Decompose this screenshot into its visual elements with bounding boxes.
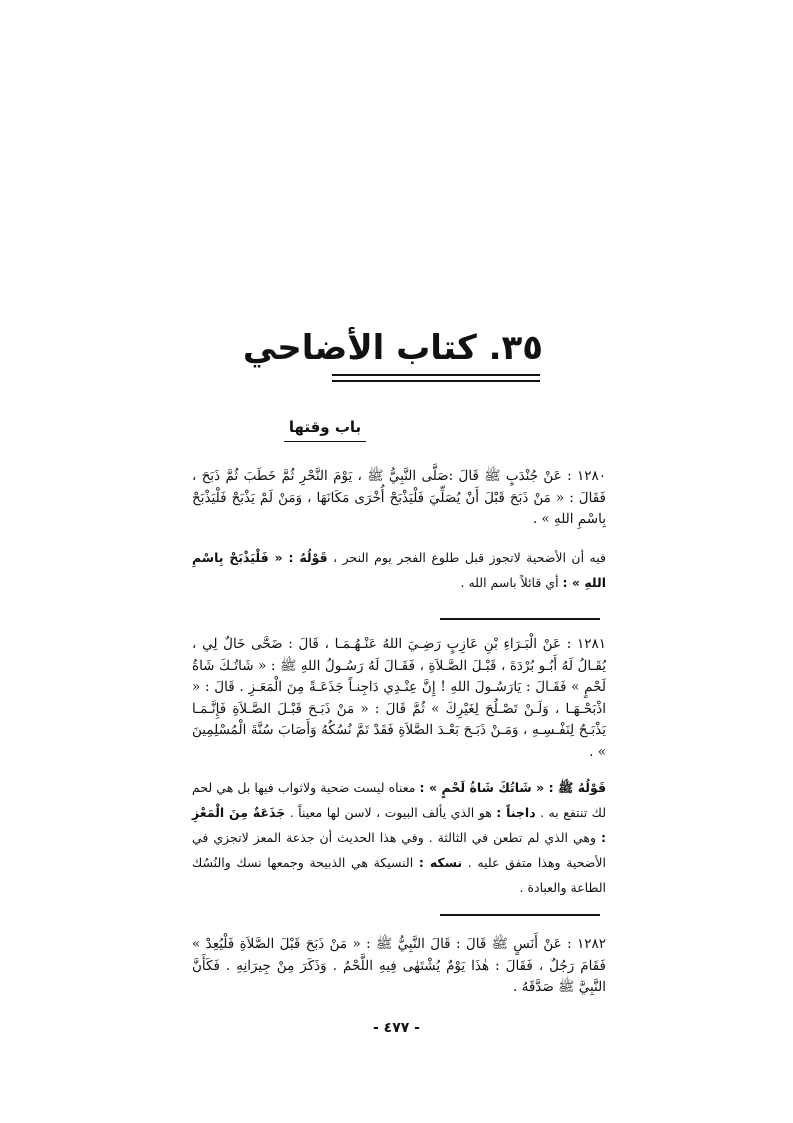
commentary-1281 <box>192 775 606 900</box>
section-underline <box>284 441 366 442</box>
commentary-bold-phrase: قَوْلُهُ ﷺ : « شَاتُكَ شَاةُ لَحْمٍ » : <box>419 780 607 795</box>
commentary-text: النسيكة هي الذبيحة وجمعها نسك والنُسُك الطاعة والعبادة . <box>192 855 606 895</box>
title-underline-bottom <box>332 380 540 382</box>
commentary-bold-phrase: جَذَعَةٌ مِنَ الْمَعْزِ : <box>192 805 606 845</box>
commentary-text: معناه ليست ضحية ولاثواب فيها بل هي لحم لك تنتفع به . <box>192 780 607 820</box>
commentary-bold-phrase: قَوْلُهُ : « فَلْيَذْبَحْ بِاسْمِ اللهِ » : <box>192 550 606 590</box>
hadith-1280: ١٢٨٠ : عَنْ جُنْدَبٍ ﷺ قَالَ :صَلَّى النَّبِيُّ ﷺ ، يَوْمَ النَّحْرِ ثُمَّ خَطَبَ ثُمَّ ذَبَحَ ، فَقَالَ : « مَنْ ذَبَحَ قَبْلَ أَنْ يُصَلِّيَ فَلْيَذْبَحْ أُخْرَى مَكَانَهَا ، وَمَنْ لَمْ يَذْبَحْ فَلْيَذْبَحْ بِاسْمِ اللهِ » . <box>192 468 606 527</box>
section-title: باب وقتها <box>288 418 362 436</box>
hadith-1281: ١٢٨١ : عَنْ الْبَـرَاءِ بْنِ عَازِبٍ رَضِـيَ اللهُ عَنْـهُـمَـا ، قَالَ : ضَحَّى خَالٌ لِي ، يُقَـالُ لَهُ أَبُـو بُرْدَةَ ، قَبْـلَ الصَّـلاَةِ ، فَقَـالَ لَهُ رَسُـولُ اللهِ ﷺ : « شَاتُـكَ شَاةُ لَحْمٍ » فَقَـالَ : يَارَسُـولَ اللهِ ! إِنَّ عِنْـدِي دَاجِنـاً جَذَعَـةً مِنَ الْمَعَـزِ . قَالَ : « اذْبَحْـهَـا ، وَلَـنْ تَصْـلُحَ لِغَيْرِكَ » ثُمَّ قَالَ : « مَنْ ذَبَـحَ قَبْـلَ الصَّـلاَةِ فَإِنَّـمَـا يَذْبَـحُ لِنَفْـسِـهِ ، وَمَـنْ ذَبَـحَ بَعْـدَ الصَّلاَةِ فَقَدْ تَمَّ نُسُكُهُ وَأَصَابَ سُنَّةَ الْمُسْلِمِينَ » . <box>192 636 606 760</box>
page-number: - ٤٧٧ - <box>372 1020 420 1036</box>
commentary-text: فيه أن الأضحية لاتجوز قبل طلوع الفجر يوم النحر ، <box>327 550 607 565</box>
commentary-bold-phrase: داجناً : <box>496 805 536 820</box>
commentary-1280 <box>192 545 606 595</box>
separator-rule <box>440 914 600 916</box>
commentary-text: هو الذي يألف البيوت ، لاسن لها معيناً . <box>285 805 497 820</box>
chapter-title: ٣٥. كتاب الأضاحي <box>242 328 543 368</box>
separator-rule <box>440 618 600 620</box>
commentary-bold-phrase: نسكه : <box>418 855 463 870</box>
commentary-text: وهي الذي لم تطعن في الثالثة . وفي هذا الحديث أن جذعة المعز لاتجزي في الأضحية وهذا متفق عليه . <box>192 830 606 870</box>
hadith-1282: ١٢٨٢ : عَنْ أَنَسٍ ﷺ قَالَ : قَالَ النَّبِيُّ ﷺ : « مَنْ ذَبَحَ قَبْلَ الصَّلاَةِ فَلْيُعِدْ » فَقَامَ رَجُلٌ ، فَقَالَ : هٰذَا يَوْمٌ يُشْتَهٰى فِيهِ اللَّحْمُ . وَذَكَرَ مِنْ جِيرَانِهِ . فَكَأَنَّ النَّبِيَّ ﷺ صَدَّقَهُ . <box>192 936 606 995</box>
commentary-text: أي قائلاً باسم الله . <box>460 575 563 590</box>
title-underline-top <box>332 374 540 376</box>
